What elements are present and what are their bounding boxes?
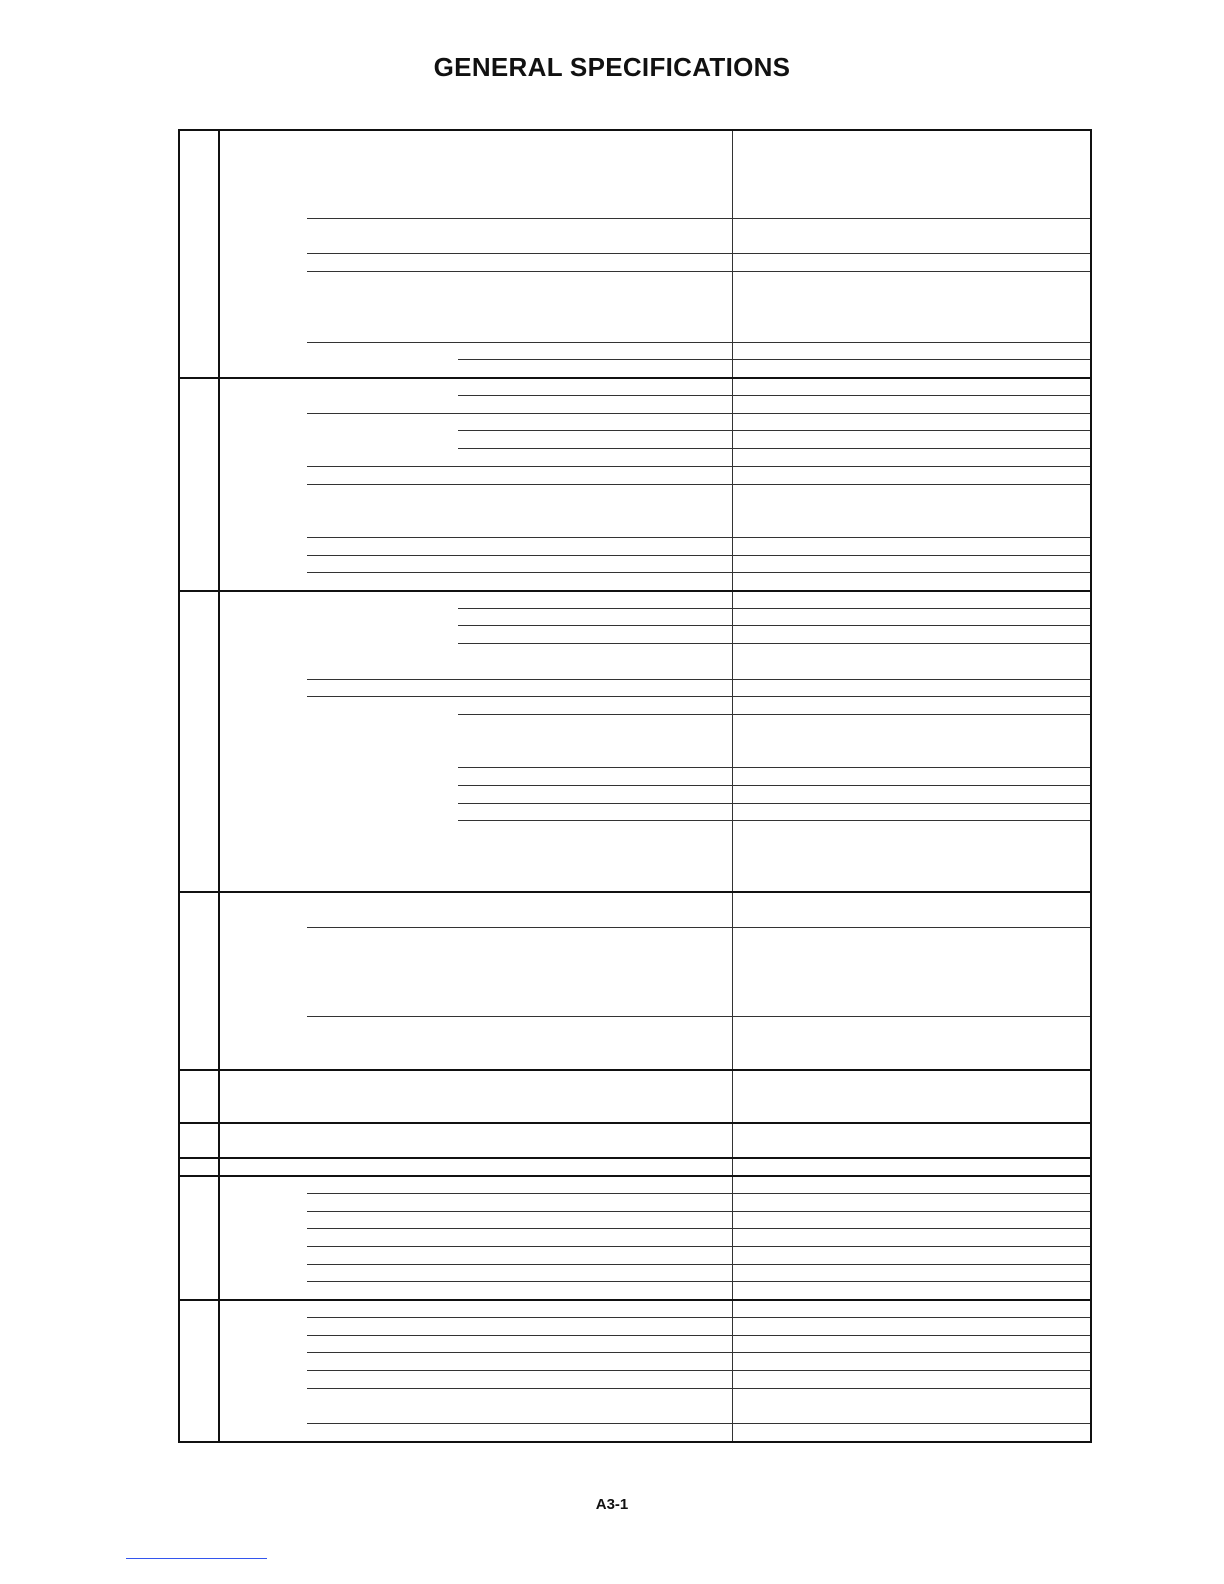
row-divider xyxy=(307,1335,1090,1336)
section-top-border xyxy=(178,1175,1092,1177)
row-divider xyxy=(307,679,1090,680)
page-number: A3-1 xyxy=(595,1496,629,1513)
section-top-border xyxy=(178,377,1092,379)
row-divider xyxy=(307,1388,1090,1389)
section-top-border xyxy=(178,1069,1092,1071)
row-divider xyxy=(307,1228,1090,1229)
row-divider xyxy=(307,466,1090,467)
row-divider xyxy=(458,625,1090,626)
row-divider xyxy=(458,785,1090,786)
spec-table xyxy=(178,130,1092,1441)
row-divider xyxy=(307,1370,1090,1371)
section-top-border xyxy=(178,1157,1092,1159)
row-divider xyxy=(307,1211,1090,1212)
table-left-border xyxy=(178,130,180,1441)
row-divider xyxy=(307,271,1090,272)
row-divider xyxy=(307,484,1090,485)
row-divider xyxy=(458,767,1090,768)
section-top-border xyxy=(178,129,1092,131)
row-divider xyxy=(458,803,1090,804)
row-divider xyxy=(307,342,1090,343)
footer-link-underline xyxy=(126,1558,267,1559)
row-divider xyxy=(307,1423,1090,1424)
row-divider xyxy=(307,1016,1090,1017)
row-divider xyxy=(307,537,1090,538)
row-divider xyxy=(307,1281,1090,1282)
row-divider xyxy=(307,927,1090,928)
row-divider xyxy=(458,643,1090,644)
row-divider xyxy=(307,413,1090,414)
row-divider xyxy=(458,430,1090,431)
row-divider xyxy=(307,1264,1090,1265)
table-right-border xyxy=(1090,130,1092,1441)
row-divider xyxy=(458,608,1090,609)
row-divider xyxy=(458,395,1090,396)
row-divider xyxy=(307,1246,1090,1247)
row-divider xyxy=(307,1352,1090,1353)
row-divider xyxy=(458,714,1090,715)
row-divider xyxy=(307,555,1090,556)
row-divider xyxy=(307,218,1090,219)
row-divider xyxy=(458,448,1090,449)
row-divider xyxy=(307,572,1090,573)
section-top-border xyxy=(178,1299,1092,1301)
section-top-border xyxy=(178,1122,1092,1124)
row-divider xyxy=(307,1317,1090,1318)
table-bottom-border xyxy=(178,1441,1092,1443)
row-divider xyxy=(307,1193,1090,1194)
row-divider xyxy=(458,820,1090,821)
page-title: GENERAL SPECIFICATIONS xyxy=(433,52,791,82)
row-divider xyxy=(458,359,1090,360)
section-top-border xyxy=(178,590,1092,592)
row-divider xyxy=(307,696,1090,697)
row-divider xyxy=(307,253,1090,254)
id-column-border xyxy=(218,130,220,1441)
section-top-border xyxy=(178,891,1092,893)
